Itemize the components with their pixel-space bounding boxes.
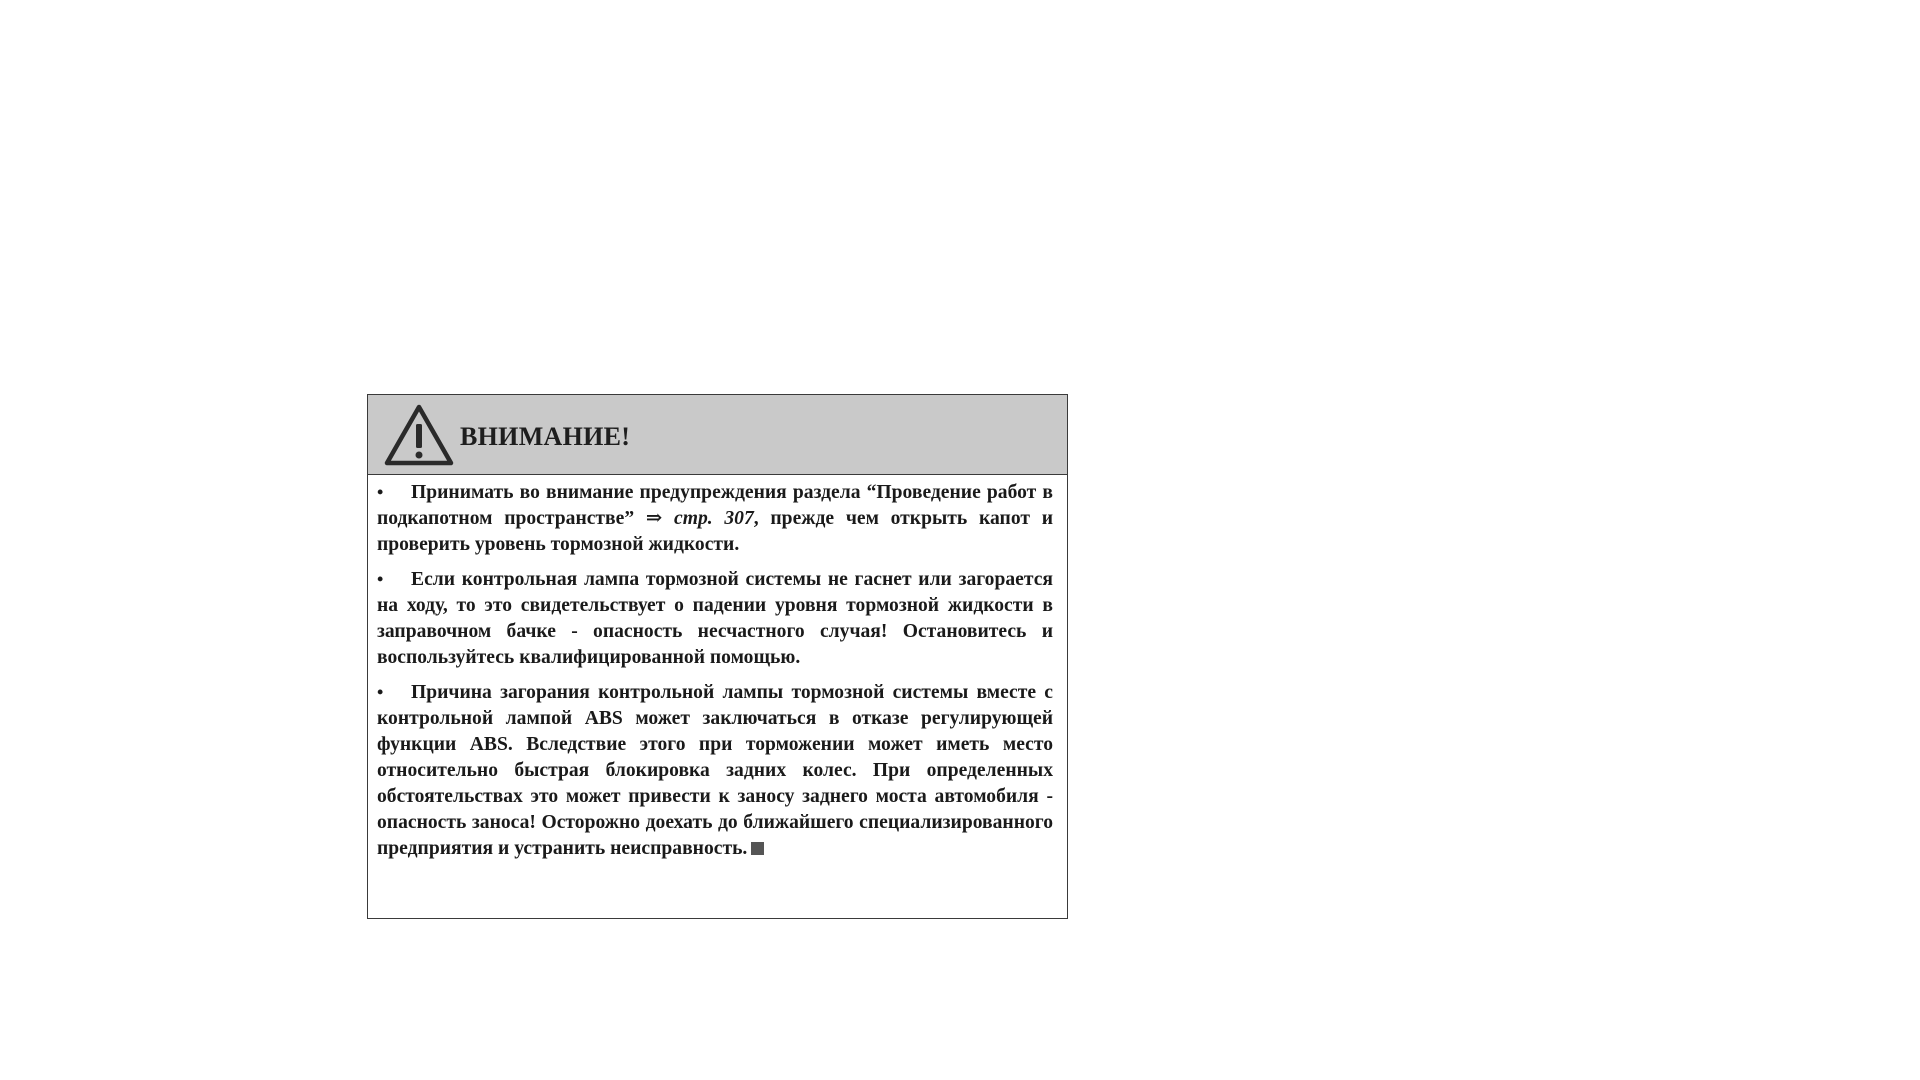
bullet: • — [377, 682, 384, 702]
warning-item-1 — [377, 479, 1053, 558]
warning-title: ВНИМАНИЕ! — [460, 421, 631, 451]
warning-header — [368, 395, 1067, 475]
item-2-text: Если контрольная лампа тормозной системы не гаснет или загорается на ходу, то это свидетельствует о падении уровня тормозной жидкости в заправочном бачке - опасность несчастного случая! Остановитесь и воспользуйтесь квалифицированной помощью. — [377, 569, 1053, 668]
end-square-icon — [751, 842, 764, 855]
warning-box — [367, 394, 1068, 919]
warning-item-2 — [377, 566, 1053, 671]
warning-triangle-icon — [383, 402, 455, 468]
warning-item-3 — [377, 679, 1053, 862]
warning-body — [368, 475, 1067, 862]
arrow-icon: ⇒ — [645, 508, 663, 529]
item-1-text-after: , прежде чем открыть капот и проверить уровень тормозной жидкости. — [377, 508, 1053, 555]
item-3-text: Причина загорания контрольной лампы тормозной системы вместе с контрольной лампой ABS может заключаться в отказе регулирующей функции ABS. Вследствие этого при торможении может иметь место относительно быстрая блокировка задних колес. При определенных обстоятельствах это может привести к заносу заднего моста автомобиля - опасность заноса! Осторожно доехать до ближайшего специализированного предприятия и устранить неисправность. — [377, 682, 1053, 859]
item-1-text-before: Принимать во внимание предупреждения раздела “Проведение работ в подкапотном пространстве” — [377, 482, 1053, 529]
bullet: • — [377, 569, 384, 589]
page-reference-link[interactable]: стр. 307 — [662, 508, 754, 529]
bullet: • — [377, 482, 384, 502]
